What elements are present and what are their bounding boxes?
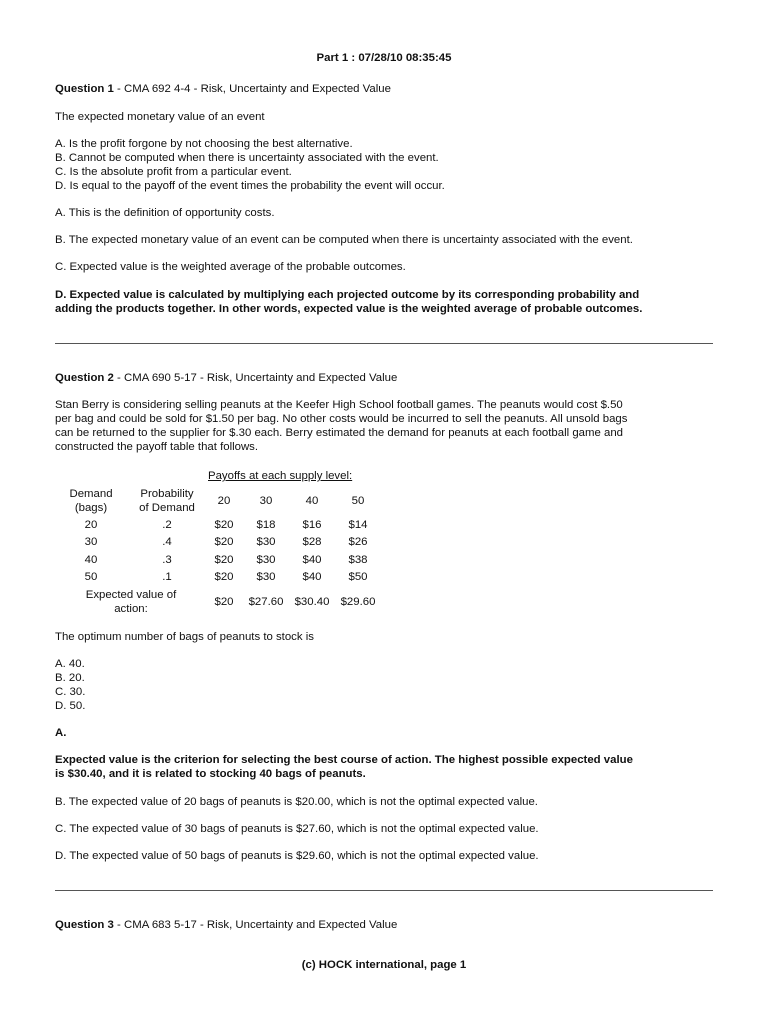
body-line: Stan Berry is considering selling peanuts at the Keefer High School football games. The peanuts would cost $.50	[55, 399, 623, 411]
page-header: Part 1 : 07/28/10 08:35:45	[316, 52, 452, 64]
option-b: B. 20.	[55, 672, 85, 684]
expected-value-label: Expected value of action:	[85, 589, 177, 615]
question-2-prompt: The optimum number of bags of peanuts to stock is	[55, 631, 314, 643]
table-row: 40 .3 $20 $30 $40 $38	[84, 553, 368, 566]
explanation-b: B. The expected monetary value of an event can be computed when there is uncertainty associated with the event.	[55, 234, 633, 246]
divider	[55, 343, 713, 344]
option-a: A. 40.	[55, 658, 85, 670]
body-line: per bag and could be sold for $1.50 per bag. No other costs would be incurred to sell the peanuts. All unsold bags	[55, 413, 628, 425]
explanation-d: D. The expected value of 50 bags of peanuts is $29.60, which is not the optimal expected value.	[55, 850, 539, 862]
correct-answer	[55, 753, 715, 781]
table-row: 20 .2 $20 $18 $16 $14	[84, 518, 368, 531]
answer-line: is $30.40, and it is related to stocking 40 bags of peanuts.	[55, 768, 366, 780]
probability-header: Probability of Demand	[139, 488, 195, 514]
supply-level: 40	[305, 495, 319, 507]
question-2-heading	[55, 371, 715, 385]
option-b: B. Cannot be computed when there is uncertainty associated with the event.	[55, 152, 439, 164]
supply-level: 20	[217, 495, 231, 507]
payoff-table	[55, 486, 383, 618]
question-2-body	[55, 398, 715, 454]
expected-value-row: Expected value of action: $20 $27.60 $30.40 $29.60	[55, 586, 383, 618]
supply-level: 30	[259, 495, 273, 507]
supply-level: 50	[351, 495, 365, 507]
question-title: - CMA 690 5-17 - Risk, Uncertainty and Expected Value	[113, 372, 398, 384]
option-d: D. 50.	[55, 700, 86, 712]
question-3-heading	[55, 918, 715, 932]
answer-line: D. Expected value is calculated by multiplying each projected outcome by its corresponding probability and	[55, 289, 640, 301]
explanation-c: C. The expected value of 30 bags of peanuts is $27.60, which is not the optimal expected value.	[55, 823, 539, 835]
correct-answer	[55, 288, 715, 316]
option-a: A. Is the profit forgone by not choosing the best alternative.	[55, 138, 353, 150]
option-d: D. Is equal to the payoff of the event times the probability the event will occur.	[55, 180, 445, 192]
demand-header: Demand (bags)	[69, 488, 113, 514]
question-label: Question 2	[55, 372, 114, 384]
explanation-c: C. Expected value is the weighted average of the probable outcomes.	[55, 261, 406, 273]
question-1-heading	[55, 82, 715, 96]
option-c: C. Is the absolute profit from a particular event.	[55, 166, 292, 178]
question-1-prompt: The expected monetary value of an event	[55, 111, 265, 123]
answer-line: Expected value is the criterion for selecting the best course of action. The highest possible expected value	[55, 754, 633, 766]
answer-line: adding the products together. In other words, expected value is the weighted average of probable outcomes.	[55, 303, 643, 315]
body-line: can be returned to the supplier for $.30 each. Berry estimated the demand for peanuts at each football game and	[55, 427, 623, 439]
explanation-b: B. The expected value of 20 bags of peanuts is $20.00, which is not the optimal expected value.	[55, 796, 538, 808]
divider	[55, 890, 713, 891]
page-footer: (c) HOCK international, page 1	[301, 959, 467, 971]
explanation-a: A. This is the definition of opportunity costs.	[55, 207, 275, 219]
table-row: 50 .1 $20 $30 $40 $50	[84, 571, 368, 584]
answer-letter: A.	[55, 727, 67, 739]
table-row: 30 .4 $20 $30 $28 $26	[84, 536, 368, 549]
question-label: Question 1	[55, 83, 114, 95]
body-line: constructed the payoff table that follows.	[55, 441, 259, 453]
option-c: C. 30.	[55, 686, 86, 698]
question-2-options	[55, 657, 715, 713]
question-1-options	[55, 137, 715, 193]
question-title: - CMA 692 4-4 - Risk, Uncertainty and Expected Value	[113, 83, 391, 95]
question-label: Question 3	[55, 919, 114, 931]
question-title: - CMA 683 5-17 - Risk, Uncertainty and Expected Value	[113, 919, 398, 931]
supply-level-header: Payoffs at each supply level:	[208, 470, 353, 482]
